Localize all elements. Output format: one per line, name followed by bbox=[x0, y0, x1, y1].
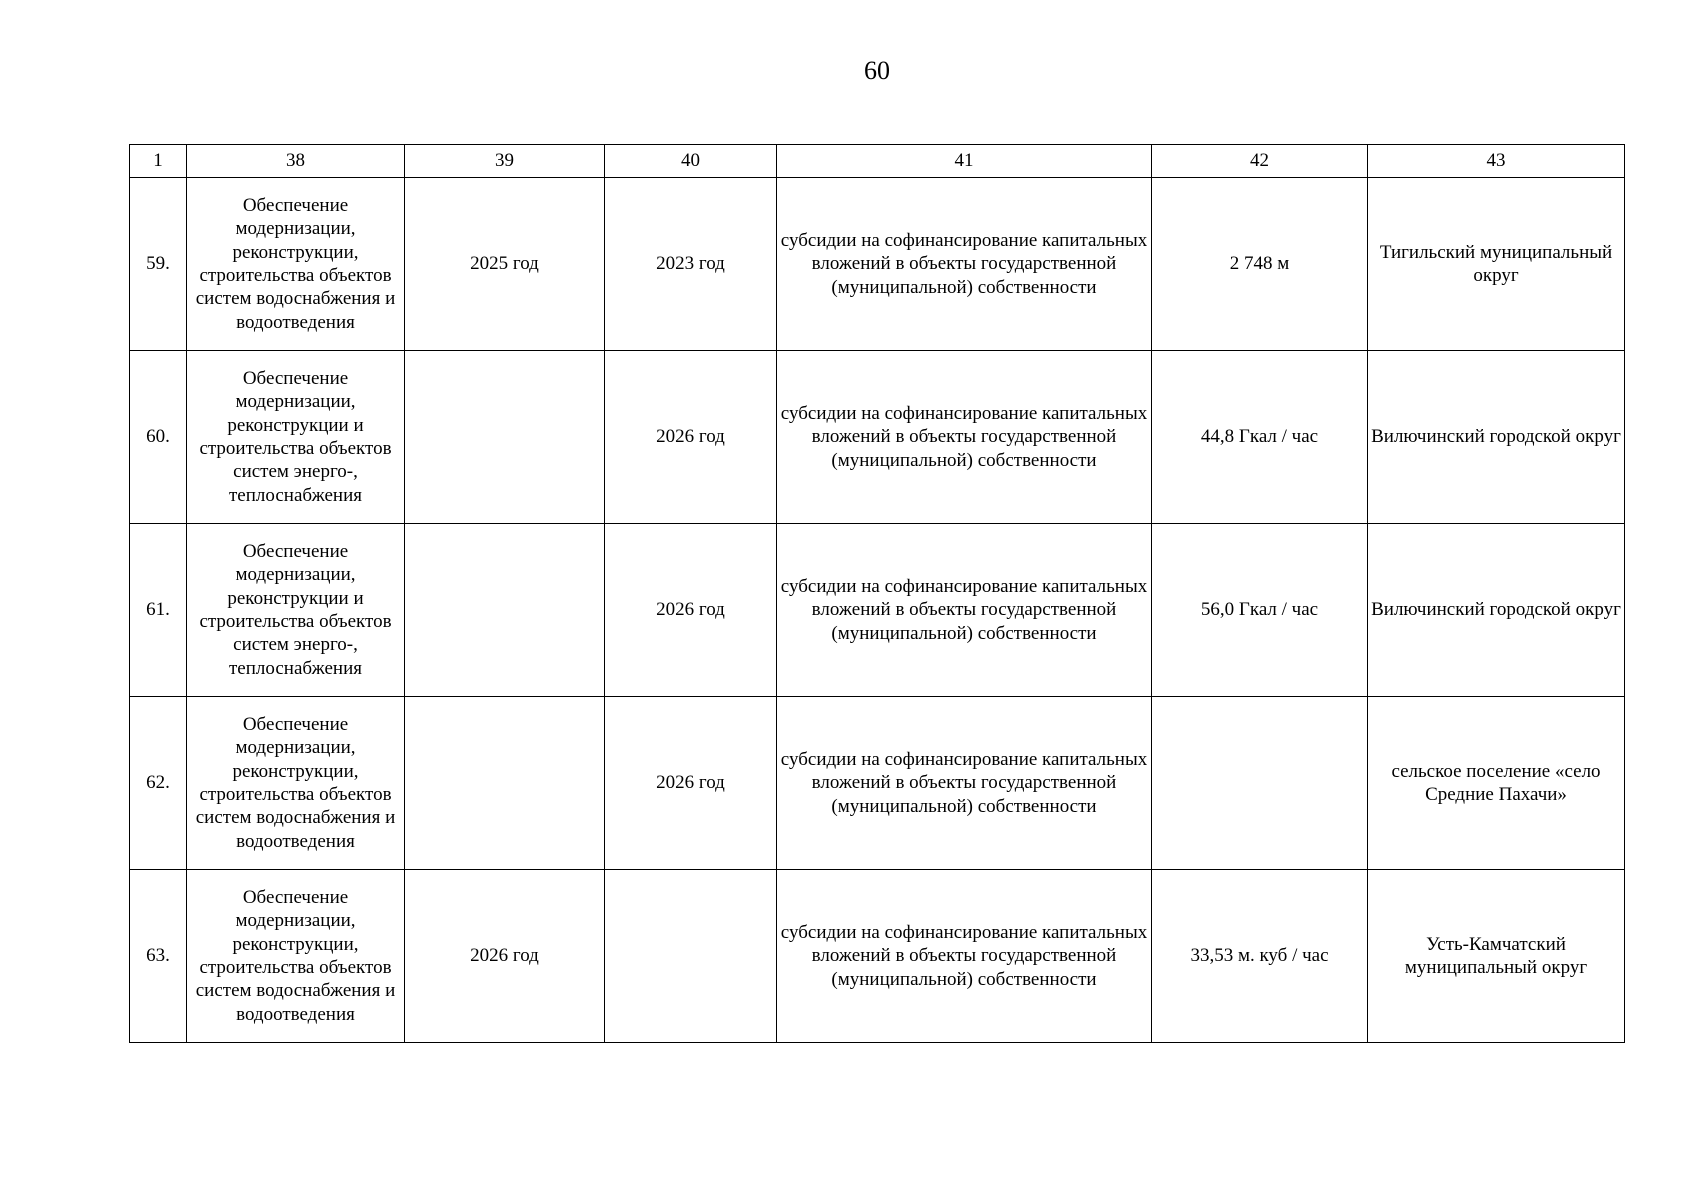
col39-cell bbox=[405, 697, 605, 870]
col39-cell bbox=[405, 351, 605, 524]
data-table bbox=[129, 144, 1625, 1043]
capacity-cell: 33,53 м. куб / час bbox=[1152, 870, 1368, 1043]
capacity-cell bbox=[1152, 697, 1368, 870]
row-number-cell: 63. bbox=[130, 870, 187, 1043]
measure-cell: Обеспечение модернизации, реконструкции и строительства объектов систем энерго-, теплоснабжения bbox=[187, 524, 405, 697]
column-header: 41 bbox=[777, 145, 1152, 178]
column-header: 40 bbox=[605, 145, 777, 178]
column-header: 42 bbox=[1152, 145, 1368, 178]
type-cell: субсидии на софинансирование капитальных вложений в объекты государственной (муниципальной) собственности bbox=[777, 870, 1152, 1043]
col39-cell bbox=[405, 524, 605, 697]
municipality-cell: Тигильский муниципальный округ bbox=[1368, 178, 1625, 351]
municipality-cell: сельское поселение «село Средние Пахачи» bbox=[1368, 697, 1625, 870]
table-row bbox=[130, 524, 1625, 697]
type-cell: субсидии на софинансирование капитальных вложений в объекты государственной (муниципальной) собственности bbox=[777, 178, 1152, 351]
col40-cell: 2026 год bbox=[605, 697, 777, 870]
header-row bbox=[130, 145, 1625, 178]
table-row bbox=[130, 351, 1625, 524]
col39-cell: 2026 год bbox=[405, 870, 605, 1043]
row-number-cell: 61. bbox=[130, 524, 187, 697]
type-cell: субсидии на софинансирование капитальных вложений в объекты государственной (муниципальной) собственности bbox=[777, 697, 1152, 870]
row-number-cell: 60. bbox=[130, 351, 187, 524]
col40-cell: 2023 год bbox=[605, 178, 777, 351]
municipality-cell: Усть-Камчатский муниципальный округ bbox=[1368, 870, 1625, 1043]
capacity-cell: 56,0 Гкал / час bbox=[1152, 524, 1368, 697]
table-row bbox=[130, 697, 1625, 870]
measure-cell: Обеспечение модернизации, реконструкции, строительства объектов систем водоснабжения и водоотведения bbox=[187, 697, 405, 870]
municipality-cell: Вилючинский городской округ bbox=[1368, 351, 1625, 524]
column-header: 1 bbox=[130, 145, 187, 178]
col40-cell: 2026 год bbox=[605, 524, 777, 697]
measure-cell: Обеспечение модернизации, реконструкции и строительства объектов систем энерго-, теплоснабжения bbox=[187, 351, 405, 524]
capacity-cell: 2 748 м bbox=[1152, 178, 1368, 351]
table-row bbox=[130, 870, 1625, 1043]
column-header: 38 bbox=[187, 145, 405, 178]
table-row bbox=[130, 178, 1625, 351]
type-cell: субсидии на софинансирование капитальных вложений в объекты государственной (муниципальной) собственности bbox=[777, 524, 1152, 697]
column-header: 39 bbox=[405, 145, 605, 178]
row-number-cell: 59. bbox=[130, 178, 187, 351]
municipality-cell: Вилючинский городской округ bbox=[1368, 524, 1625, 697]
col40-cell bbox=[605, 870, 777, 1043]
type-cell: субсидии на софинансирование капитальных вложений в объекты государственной (муниципальной) собственности bbox=[777, 351, 1152, 524]
measure-cell: Обеспечение модернизации, реконструкции, строительства объектов систем водоснабжения и водоотведения bbox=[187, 870, 405, 1043]
column-header: 43 bbox=[1368, 145, 1625, 178]
capacity-cell: 44,8 Гкал / час bbox=[1152, 351, 1368, 524]
row-number-cell: 62. bbox=[130, 697, 187, 870]
col40-cell: 2026 год bbox=[605, 351, 777, 524]
col39-cell: 2025 год bbox=[405, 178, 605, 351]
measure-cell: Обеспечение модернизации, реконструкции, строительства объектов систем водоснабжения и водоотведения bbox=[187, 178, 405, 351]
page-number: 60 bbox=[864, 56, 890, 85]
